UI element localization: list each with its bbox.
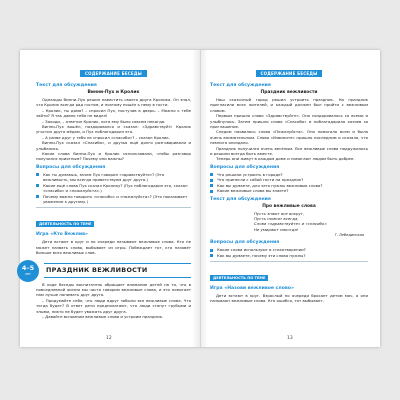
left-text-heading: Текст для обсуждения	[36, 83, 97, 88]
question-item	[36, 183, 191, 194]
poem-heading: Текст для обсуждения	[210, 196, 271, 202]
left-story-title: Винни-Пух и Кролик	[87, 90, 140, 95]
right-questions-heading: Вопросы для обсуждения	[210, 164, 280, 170]
right-text-heading: Текст для обсуждения	[210, 83, 271, 88]
left-page-number: 12	[106, 336, 112, 341]
section-title: ПРАЗДНИК ВЕЖЛИВОСТИ	[44, 263, 191, 278]
left-header-bar: СОДЕРЖАНИЕ БЕСЕДЫ	[80, 70, 147, 77]
right-page	[200, 50, 380, 347]
bullet-square-icon	[36, 195, 39, 198]
left-story-paragraph: Винни-Пух сказал «Спасибо», и друзья ещё долго разговаривали и улыбались.	[36, 140, 191, 151]
question-text: Как ты думаешь, зачем Пух говорил «здравствуйте»? (Это вежливость, мы всегда приветствуем друг друга.)	[43, 171, 165, 183]
bullet-square-icon	[36, 184, 39, 187]
right-story-paragraph: Наш сказочный город решил устроить праздник. На праздник пригласили всех жителей, и каждый должен был прийти с вежливым словом.	[210, 97, 368, 113]
poem-author: Г. Лебединская	[334, 233, 364, 238]
intro-paragraph: В ходе беседы воспитатель обращает внимание детей на то, что в повседневной жизни мы часто говорим вежливые слова, и это помогает нам лучше понимать друг друга.	[36, 281, 191, 298]
left-activity-label: ДЕЯТЕЛЬНОСТЬ ПО ТЕМЕ	[36, 221, 94, 227]
question-text: Как вы думаете, для чего нужны вежливые слова?	[217, 182, 323, 188]
section-header	[20, 260, 191, 280]
question-text: Как вы думаете, почему эти слова нужны?	[217, 252, 306, 258]
right-game-text: Дети встают в круг. Взрослый по очереди бросает детям мяч, а они называют вежливые слова. Кто ошибся, тот выбывает.	[210, 292, 368, 304]
poem-line: Пусть знают все вокруг,	[254, 210, 305, 216]
right-page-number: 13	[287, 336, 293, 341]
question-text: Какие ещё слова Пух сказал Кролику? (Пух поблагодарил его, сказал «спасибо» и «пожалуйста».)	[43, 182, 188, 194]
question-item	[36, 194, 191, 205]
right-header-bar: СОДЕРЖАНИЕ БЕСЕДЫ	[256, 70, 323, 77]
right-story-paragraph: Праздник получился очень весёлым. Все вежливые слова подружились и решили всегда быть вместе.	[210, 145, 368, 157]
poem-line: Слова «здравствуйте» и «спасибо»	[254, 221, 327, 227]
question-text: Что решили устроить в городе?	[217, 171, 283, 177]
left-story-paragraph: Однажды Винни-Пух решил навестить своего друга Кролика. Он знал, что Кролик всегда рад гостям, и поэтому пошёл к нему в гости.	[36, 97, 191, 108]
bullet-square-icon	[210, 190, 213, 193]
right-activity-label: ДЕЯТЕЛЬНОСТЬ ПО ТЕМЕ	[210, 275, 268, 281]
bullet-square-icon	[210, 179, 213, 182]
right-game-heading: Игра «Назови вежливое слово»	[210, 285, 294, 291]
right-questions2-heading: Вопросы для обсуждения	[210, 240, 280, 246]
divider	[210, 261, 368, 262]
poem-title: Про вежливые слова	[262, 203, 316, 209]
right-story-paragraph: Теперь они живут в каждом доме и помогают людям быть добрее.	[216, 156, 355, 162]
left-page	[20, 50, 200, 347]
question-item	[36, 172, 191, 183]
question-item	[210, 253, 368, 258]
left-game-text: Дети встают в круг и по очереди называют вежливые слова. Кто не может назвать слово, выбывает из игры. Побеждает тот, кто назовёт больше всех вежливых слов.	[36, 239, 191, 256]
left-story-paragraph: – Кролик, ты дома? – спросил Пух, постучав в дверь. – Можно к тебе зайти? Я так давно тебя не видел!	[36, 107, 191, 119]
bullet-square-icon	[210, 173, 213, 176]
question-text: Почему важно говорить «спасибо» и «пожалуйста»? (Это показывает уважение к другому.)	[43, 193, 188, 204]
divider	[36, 207, 191, 208]
poem-line: Не умирают никогда!	[254, 226, 299, 232]
intro-paragraph: – Давайте вспомним вежливые слова и устроим праздник.	[42, 313, 164, 319]
age-number: 4–5	[21, 263, 35, 272]
left-story-paragraph: – А разве друг у тебя не спросил «спасибо»? – сказал Кролик.	[42, 134, 170, 140]
question-item	[210, 188, 368, 193]
left-story-paragraph: – Заходи, – ответил Кролик, хотя ему было совсем некогда.	[42, 118, 166, 124]
age-label: лет	[25, 271, 31, 276]
right-story-title: Праздник вежливости	[260, 90, 318, 95]
book-spread	[20, 50, 380, 347]
bullet-square-icon	[210, 184, 213, 187]
bullet-square-icon	[210, 249, 213, 252]
bullet-square-icon	[36, 173, 39, 176]
right-story-paragraph: Первым пришло слово «Здравствуйте». Оно поздоровалось со всеми и улыбнулось. Затем пришло слово «Спасибо» и поблагодарило хозяев за приглашение.	[210, 113, 368, 130]
bullet-square-icon	[210, 254, 213, 257]
poem-line: Пусть помнят всегда,	[254, 215, 299, 221]
age-badge	[17, 260, 39, 282]
question-text: Что принесли с собой гости на праздник?	[217, 177, 304, 183]
left-questions-heading: Вопросы для обсуждения	[36, 164, 106, 170]
right-story-paragraph: Следом появилось слово «Пожалуйста». Оно помогало всем и было очень внимательным. Слово «Извините» пришло последним и сказало, что немного опоздало.	[210, 129, 368, 146]
left-story-paragraph: Какие слова Винни-Пух и Кролик использовали, чтобы разговор получился приятным? Почему они важны?	[36, 151, 191, 162]
left-game-heading: Игра «Кто Вежлив»	[36, 232, 89, 238]
question-text: Какие вежливые слова вы знаете?	[217, 188, 289, 194]
left-story-paragraph: Винни-Пух вошёл, поздоровался и сказал: «Здравствуй!» Кролик угостил друга мёдом, и Пух поблагодарил его.	[36, 124, 191, 135]
intro-paragraph: – Придумайте себе, что люди вдруг забыли все вежливые слова. Что тогда будет? В ответ дети предполагают, что люди станут грубыми и злыми, никто не будет уважать друг друга.	[36, 297, 191, 314]
question-text: Какие слова используют в стихотворении?	[217, 247, 306, 253]
